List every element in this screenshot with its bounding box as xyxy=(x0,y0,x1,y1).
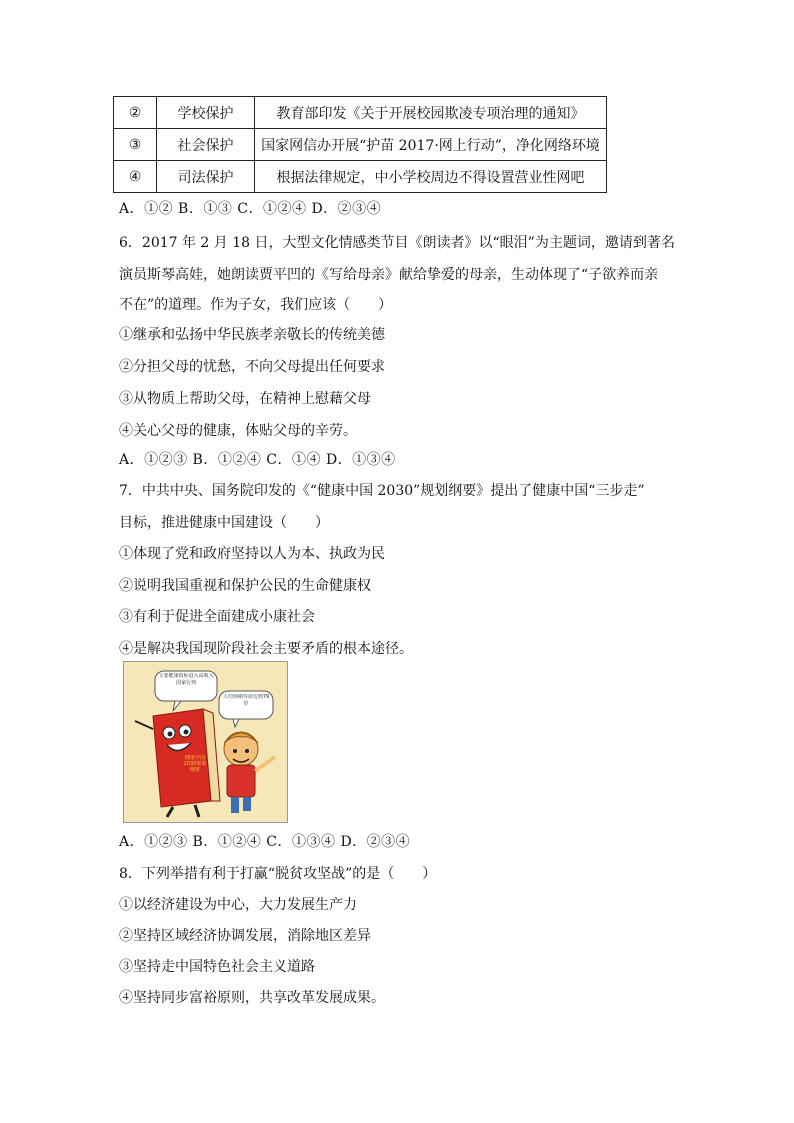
q6-option-4: ④关心父母的健康，体贴父母的辛劳。 xyxy=(119,423,357,439)
book-title-text: 健康中国2030规划纲要 xyxy=(183,755,207,773)
q6-answer-choices: A．①②③ B．①②④ C．①④ D．①③④ xyxy=(119,452,396,468)
protection-example: 教育部印发《关于开展校园欺凌专项治理的通知》 xyxy=(255,97,607,129)
q8-stem: 8．下列举措有利于打赢“脱贫攻坚战”的是（ ） xyxy=(119,866,437,882)
protection-example: 根据法律规定，中小学校周边不得设置营业性网吧 xyxy=(255,161,607,193)
bubble-right-text: 人均预期寿命达到79岁 xyxy=(222,694,270,707)
table-row xyxy=(114,129,607,161)
q5-answer-choices: A．①② B．①③ C．①②④ D．②③④ xyxy=(119,201,382,217)
q8-option-2: ②坚持区域经济协调发展，消除地区差异 xyxy=(119,928,371,944)
q6-stem-line-2: 演员斯琴高娃，她朗读贾平凹的《写给母亲》献给挚爱的母亲，生动体现了“子欲养而亲 xyxy=(119,267,659,283)
protection-type: 学校保护 xyxy=(157,97,255,129)
q6-stem-line-1: 6．2017 年 2 月 18 日，大型文化情感类节目《朗读者》以“眼泪”为主题词，邀请到著名 xyxy=(119,235,675,251)
q7-option-4: ④是解决我国现阶段社会主要矛盾的根本途径。 xyxy=(119,641,413,657)
protection-type: 社会保护 xyxy=(157,129,255,161)
q8-option-1: ①以经济建设为中心，大力发展生产力 xyxy=(119,897,357,913)
protection-example: 国家网信办开展“护苗 2017·网上行动”，净化网络环境 xyxy=(255,129,607,161)
q7-option-2: ②说明我国重视和保护公民的生命健康权 xyxy=(119,578,371,594)
q6-stem-line-3: 不在”的道理。作为子女，我们应该（ ） xyxy=(119,297,393,313)
row-number: ② xyxy=(114,97,157,129)
q7-option-1: ①体现了党和政府坚持以人为本、执政为民 xyxy=(119,546,385,562)
row-number: ④ xyxy=(114,161,157,193)
q8-option-3: ③坚持走中国特色社会主义道路 xyxy=(119,959,315,975)
q7-stem-line-2: 目标，推进健康中国建设（ ） xyxy=(119,515,329,531)
bubble-left-text: 主要健康指标进入高收入国家行列 xyxy=(158,673,214,686)
table-row xyxy=(114,97,607,129)
q6-option-3: ③从物质上帮助父母，在精神上慰藉父母 xyxy=(119,391,371,407)
q8-option-4: ④坚持同步富裕原则，共享改革发展成果。 xyxy=(119,990,385,1006)
row-number: ③ xyxy=(114,129,157,161)
q7-stem-line-1: 7．中共中央、国务院印发的《“健康中国 2030”规划纲要》提出了健康中国“三步走” xyxy=(119,483,645,499)
q7-answer-choices: A．①②③ B．①②④ C．①③④ D．②③④ xyxy=(119,834,411,850)
table-row xyxy=(114,161,607,193)
q6-option-2: ②分担父母的忧愁，不向父母提出任何要求 xyxy=(119,359,385,375)
q6-option-1: ①继承和弘扬中华民族孝亲敬长的传统美德 xyxy=(119,327,385,343)
protection-table xyxy=(113,96,607,193)
q7-option-3: ③有利于促进全面建成小康社会 xyxy=(119,609,315,625)
health-china-cartoon xyxy=(123,661,288,823)
protection-type: 司法保护 xyxy=(157,161,255,193)
